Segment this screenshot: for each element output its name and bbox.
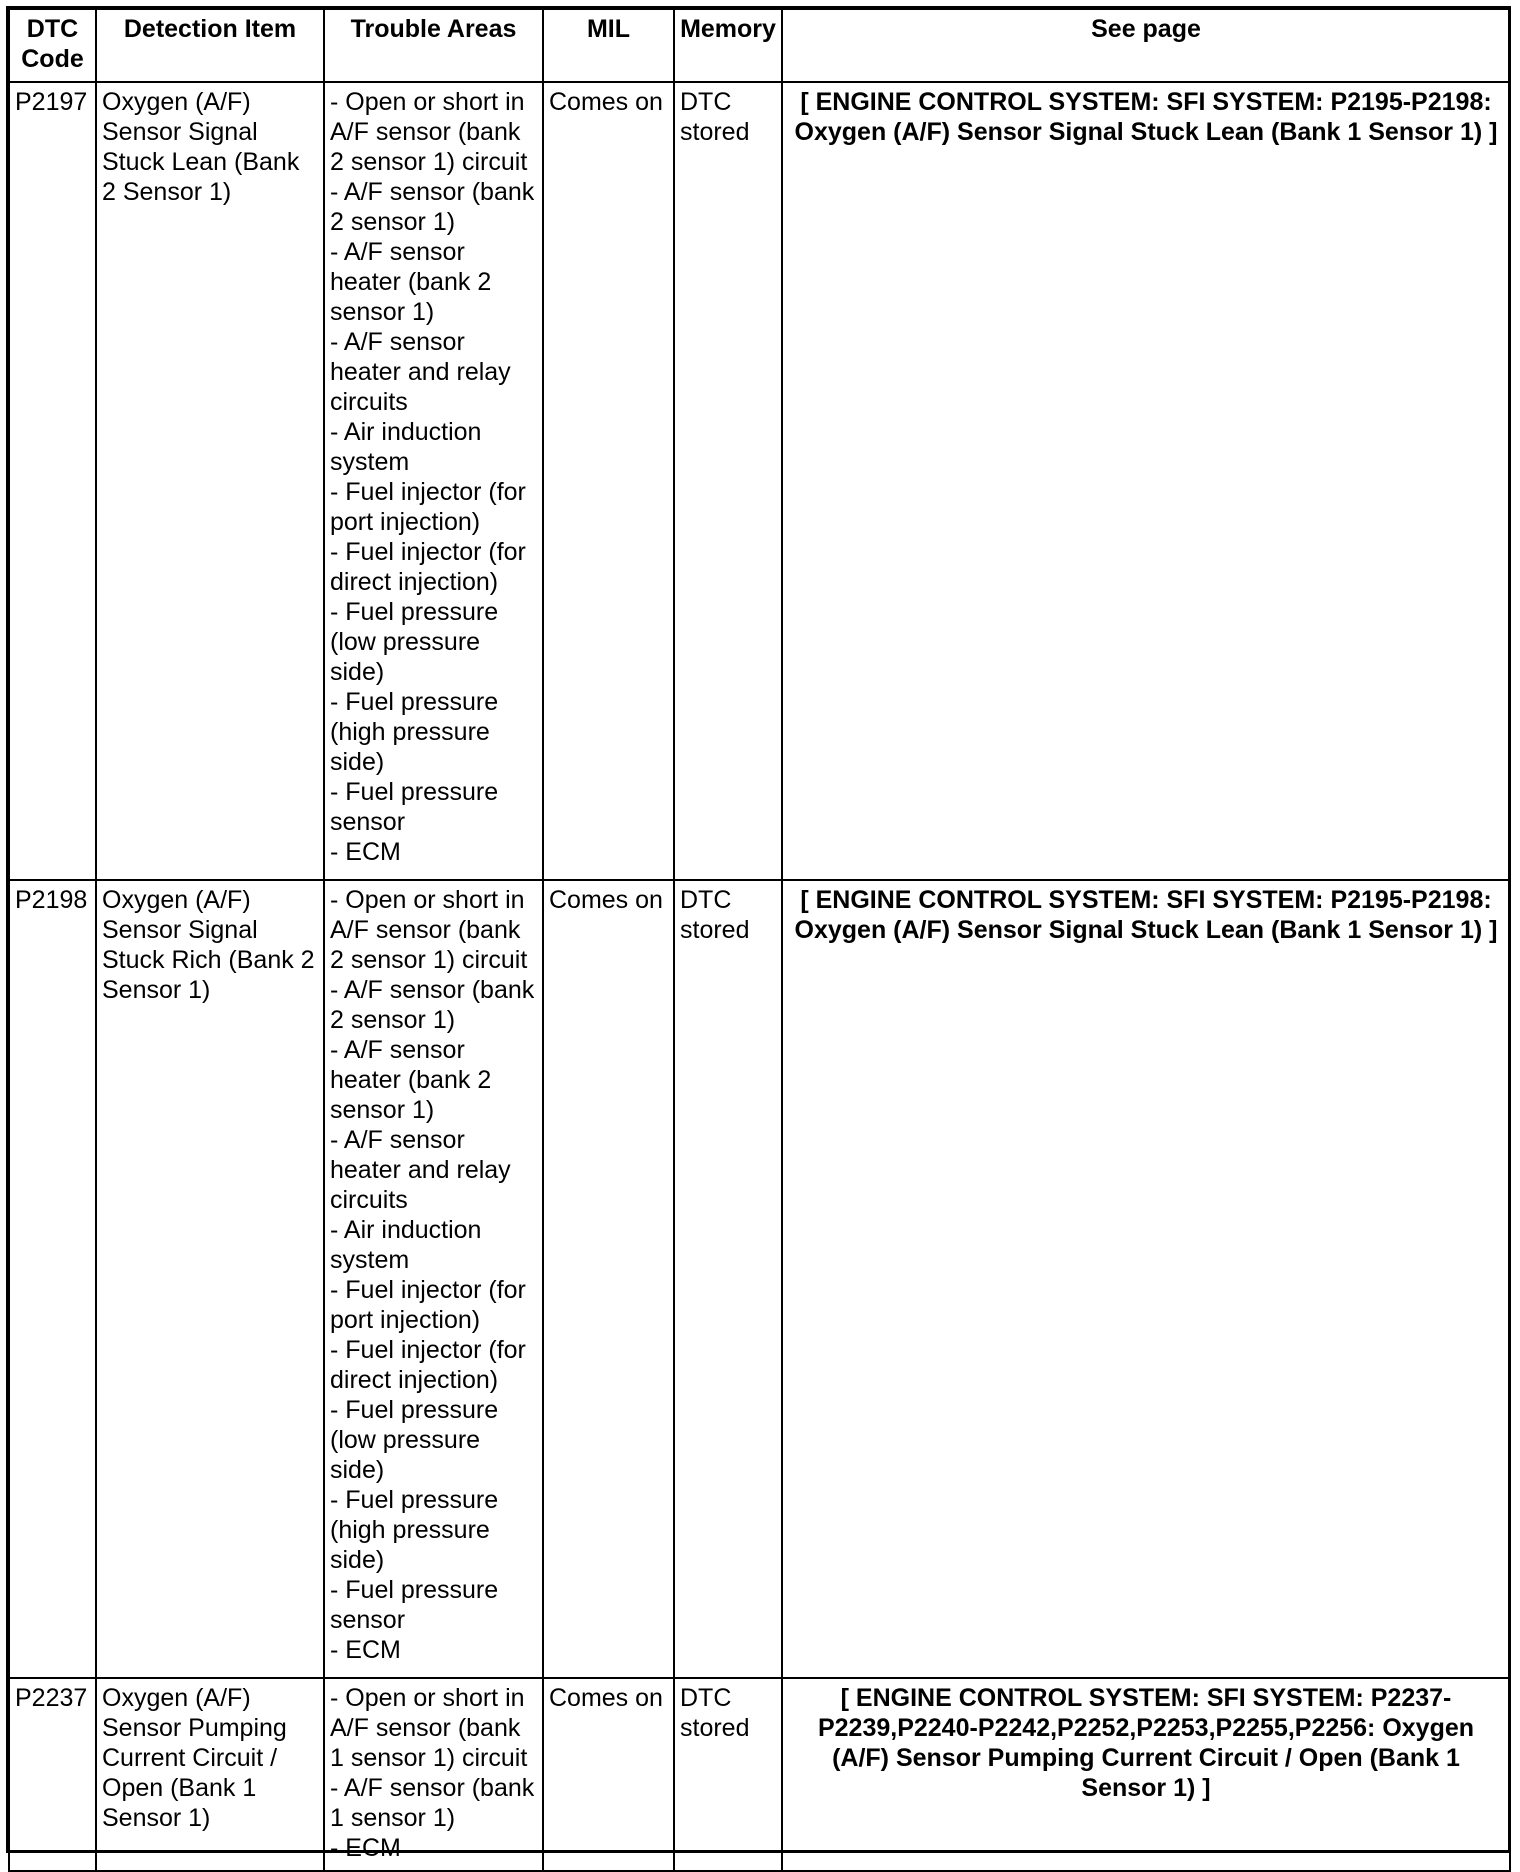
trouble-area-item: - Fuel injector (for port injection) xyxy=(330,478,526,536)
trouble-area-item: - A/F sensor heater (bank 2 sensor 1) xyxy=(330,238,492,326)
header-trouble-areas: Trouble Areas xyxy=(324,9,543,82)
trouble-area-item: - Air induction system xyxy=(330,1216,482,1274)
cell-memory: DTC stored xyxy=(674,82,782,880)
cell-detection-item: Oxygen (A/F) Sensor Signal Stuck Rich (Bank 2 Sensor 1) xyxy=(96,880,324,1678)
cell-see-page-link[interactable]: [ ENGINE CONTROL SYSTEM: SFI SYSTEM: P2237-P2239,P2240-P2242,P2252,P2253,P2255,P2256: Oxygen (A/F) Sensor Pumping Current Circuit / Open (Bank 1 Sensor 1) ] xyxy=(782,1678,1510,1871)
cell-detection-item: Oxygen (A/F) Sensor Signal Stuck Lean (Bank 2 Sensor 1) xyxy=(96,82,324,880)
trouble-area-item: - A/F sensor (bank 1 sensor 1) xyxy=(330,1774,535,1832)
header-see-page: See page xyxy=(782,9,1510,82)
trouble-area-item: - Fuel injector (for direct injection) xyxy=(330,538,526,596)
trouble-area-item: - ECM xyxy=(330,1636,401,1664)
trouble-area-item: - Open or short in A/F sensor (bank 2 sensor 1) circuit xyxy=(330,88,528,176)
cell-dtc-code: P2237 xyxy=(9,1678,96,1871)
cell-mil: Comes on xyxy=(543,880,674,1678)
table-row xyxy=(9,1678,1510,1871)
trouble-area-item: - Fuel pressure sensor xyxy=(330,778,499,836)
cell-see-page-link[interactable]: [ ENGINE CONTROL SYSTEM: SFI SYSTEM: P2195-P2198: Oxygen (A/F) Sensor Signal Stuck Lean (Bank 1 Sensor 1) ] xyxy=(782,880,1510,1678)
cell-see-page-link[interactable]: [ ENGINE CONTROL SYSTEM: SFI SYSTEM: P2195-P2198: Oxygen (A/F) Sensor Signal Stuck Lean (Bank 1 Sensor 1) ] xyxy=(782,82,1510,880)
cell-trouble-areas xyxy=(324,880,543,1678)
cell-trouble-areas xyxy=(324,1678,543,1871)
trouble-area-item: - A/F sensor heater (bank 2 sensor 1) xyxy=(330,1036,492,1124)
trouble-area-item: - Fuel pressure sensor xyxy=(330,1576,499,1634)
trouble-area-item: - Fuel pressure (low pressure side) xyxy=(330,598,499,686)
cell-trouble-areas xyxy=(324,82,543,880)
cell-dtc-code: P2198 xyxy=(9,880,96,1678)
cell-memory: DTC stored xyxy=(674,880,782,1678)
trouble-area-item: - ECM xyxy=(330,1834,401,1862)
cell-mil: Comes on xyxy=(543,82,674,880)
header-mil: MIL xyxy=(543,9,674,82)
header-memory: Memory xyxy=(674,9,782,82)
trouble-area-item: - A/F sensor (bank 2 sensor 1) xyxy=(330,976,535,1034)
trouble-area-item: - Fuel pressure (high pressure side) xyxy=(330,688,499,776)
dtc-table xyxy=(8,8,1511,1872)
header-detection-item: Detection Item xyxy=(96,9,324,82)
trouble-area-item: - Fuel pressure (high pressure side) xyxy=(330,1486,499,1574)
trouble-area-item: - Fuel injector (for port injection) xyxy=(330,1276,526,1334)
cell-memory: DTC stored xyxy=(674,1678,782,1871)
trouble-area-item: - Air induction system xyxy=(330,418,482,476)
table-row xyxy=(9,880,1510,1678)
trouble-area-item: - Open or short in A/F sensor (bank 1 sensor 1) circuit xyxy=(330,1684,528,1772)
trouble-area-item: - Fuel injector (for direct injection) xyxy=(330,1336,526,1394)
trouble-area-item: - Open or short in A/F sensor (bank 2 sensor 1) circuit xyxy=(330,886,528,974)
trouble-area-item: - ECM xyxy=(330,838,401,866)
cell-dtc-code: P2197 xyxy=(9,82,96,880)
trouble-area-item: - A/F sensor (bank 2 sensor 1) xyxy=(330,178,535,236)
table-header-row xyxy=(9,9,1510,82)
trouble-area-item: - A/F sensor heater and relay circuits xyxy=(330,1126,511,1214)
table-row xyxy=(9,82,1510,880)
cell-mil: Comes on xyxy=(543,1678,674,1871)
header-dtc-code: DTC Code xyxy=(9,9,96,82)
trouble-area-item: - A/F sensor heater and relay circuits xyxy=(330,328,511,416)
cell-detection-item: Oxygen (A/F) Sensor Pumping Current Circuit / Open (Bank 1 Sensor 1) xyxy=(96,1678,324,1871)
trouble-area-item: - Fuel pressure (low pressure side) xyxy=(330,1396,499,1484)
